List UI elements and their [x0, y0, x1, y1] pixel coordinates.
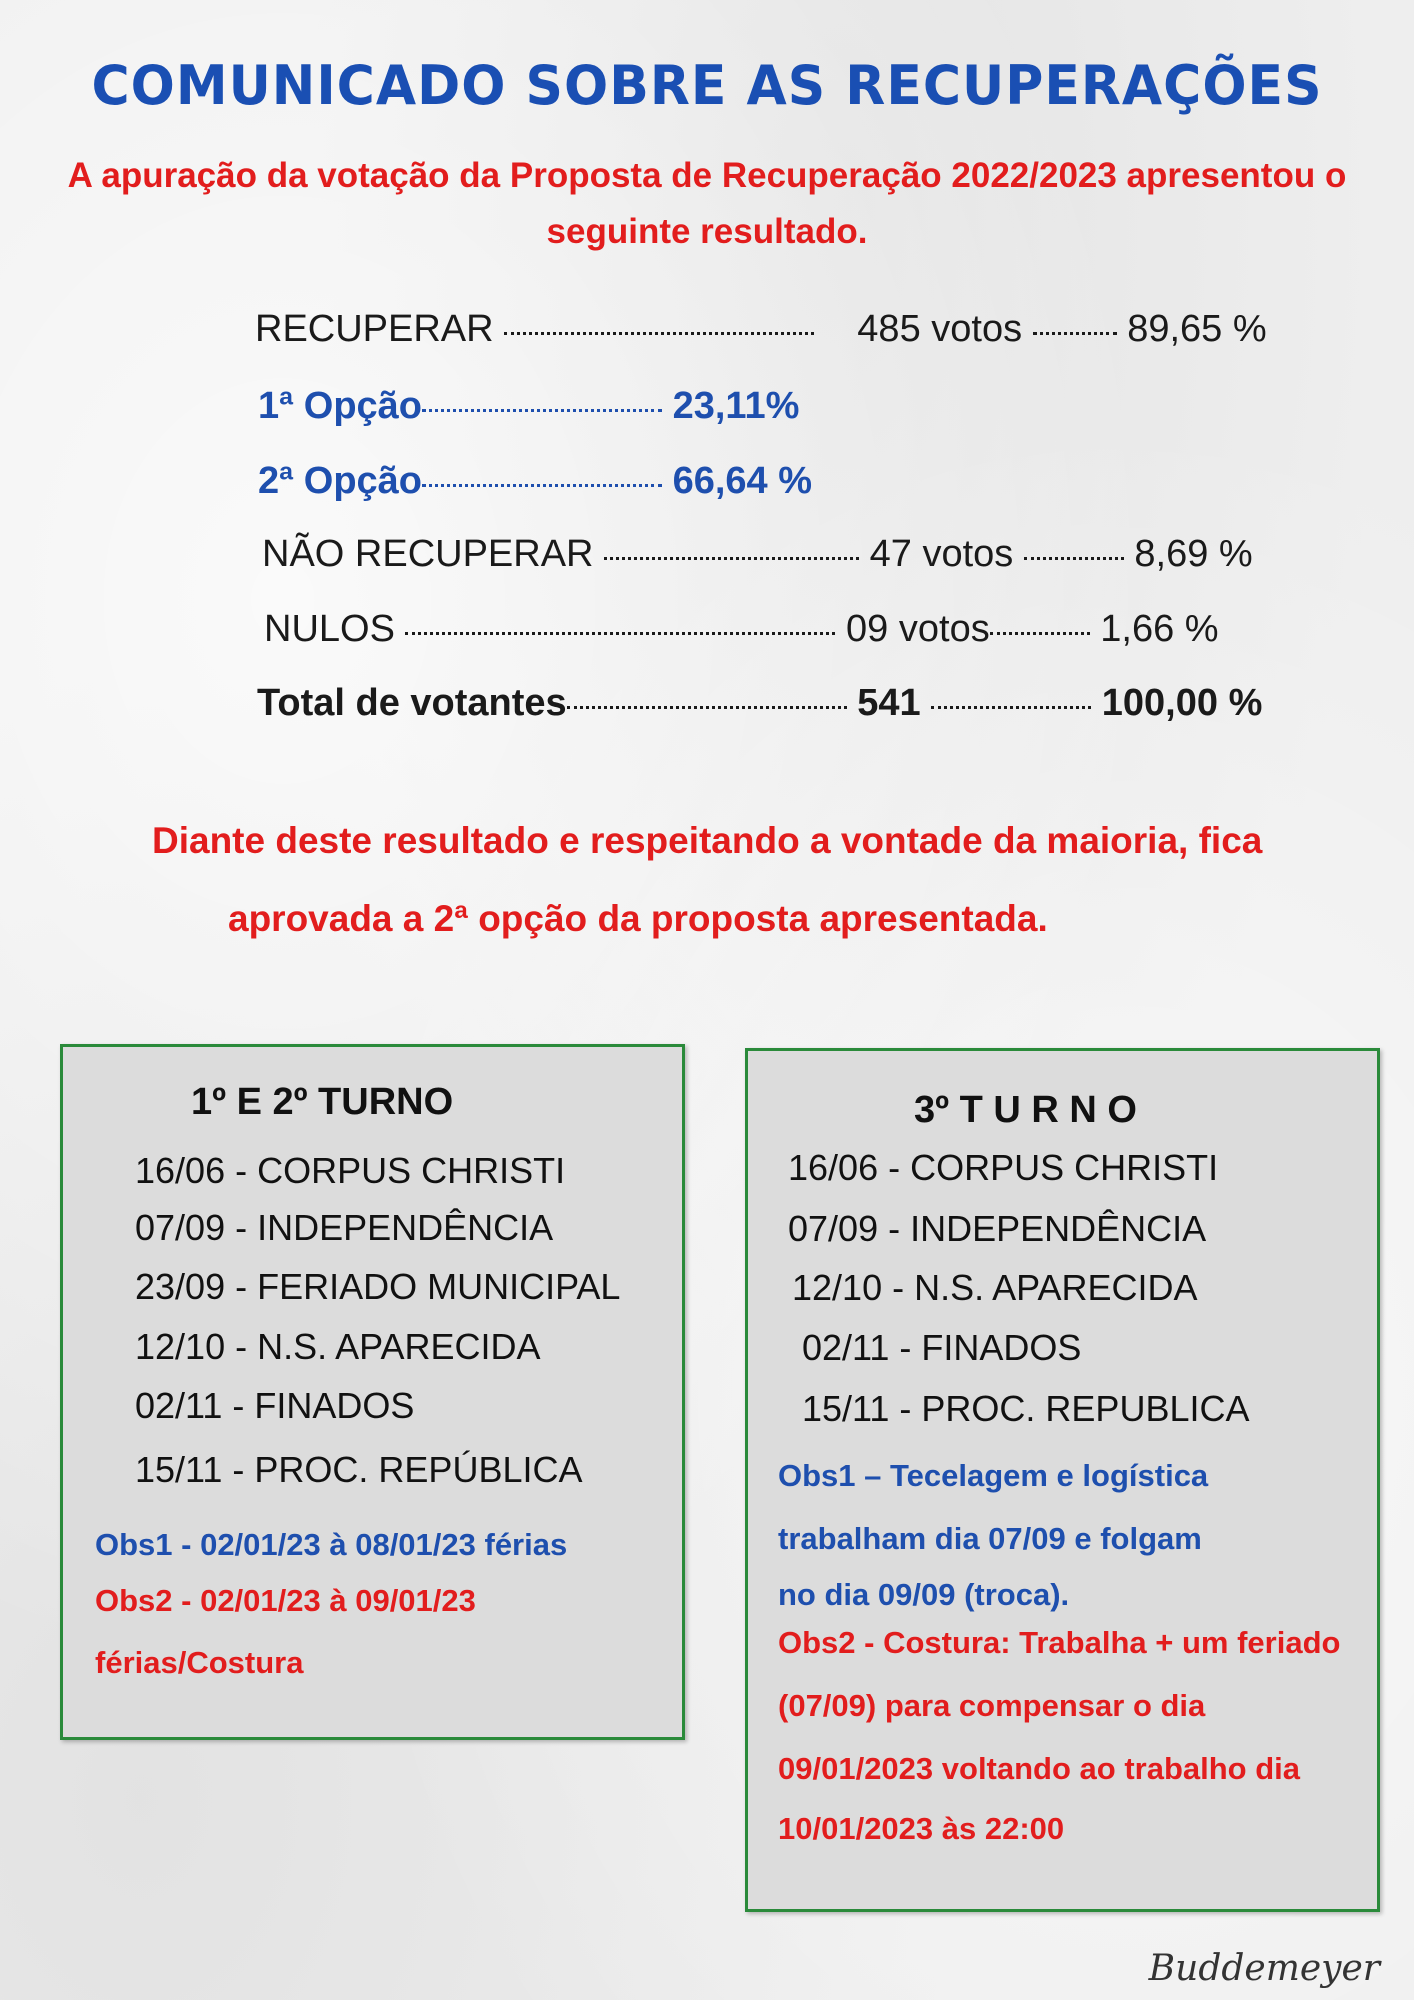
decision-line-2: aprovada a 2ª opção da proposta apresentada. [228, 898, 1048, 939]
dot-leader [567, 706, 847, 709]
box-title: 1º E 2º TURNO [191, 1081, 454, 1123]
result-row-opcao-1 [258, 385, 799, 428]
result-percent: 8,69 % [1134, 533, 1253, 575]
obs-2-line-4: 10/01/2023 às 22:00 [778, 1811, 1065, 1846]
dot-leader [931, 706, 1091, 709]
result-votes: 47 votos [869, 533, 1014, 575]
holiday-item: 07/09 - INDEPENDÊNCIA [788, 1208, 1207, 1249]
dot-leader [604, 557, 859, 560]
holiday-item: 07/09 - INDEPENDÊNCIA [135, 1207, 554, 1248]
holiday-item: 12/10 - N.S. APARECIDA [135, 1326, 541, 1367]
obs-2-line-3: 09/01/2023 voltando ao trabalho dia [778, 1751, 1301, 1786]
dot-leader [1033, 332, 1117, 335]
holiday-item: 02/11 - FINADOS [802, 1327, 1082, 1368]
result-votes: 541 [857, 682, 921, 724]
obs-1-line-1: Obs1 – Tecelagem e logística [778, 1458, 1209, 1493]
obs-1-line-3: no dia 09/09 (troca). [778, 1577, 1070, 1612]
result-percent: 23,11% [672, 385, 800, 427]
result-percent: 100,00 % [1101, 682, 1263, 724]
intro-text [0, 148, 1414, 260]
holiday-item: 16/06 - CORPUS CHRISTI [135, 1150, 566, 1191]
obs-1-line-2: trabalham dia 07/09 e folgam [778, 1521, 1202, 1556]
result-percent: 89,65 % [1127, 308, 1267, 350]
box-turno-3 [745, 1048, 1380, 1912]
holiday-item: 12/10 - N.S. APARECIDA [792, 1267, 1198, 1308]
page-title: COMUNICADO SOBRE AS RECUPERAÇÕES [91, 54, 1323, 118]
dot-leader [422, 409, 662, 412]
obs-2-line-2: (07/09) para compensar o dia [778, 1688, 1206, 1723]
dot-leader [504, 332, 814, 335]
result-label: RECUPERAR [255, 308, 494, 350]
holiday-item: 15/11 - PROC. REPÚBLICA [135, 1449, 583, 1490]
result-label: Total de votantes [257, 682, 567, 724]
box-turno-1-2 [60, 1044, 685, 1740]
obs-1: Obs1 - 02/01/23 à 08/01/23 férias [95, 1527, 568, 1562]
holiday-item: 15/11 - PROC. REPUBLICA [802, 1388, 1250, 1429]
result-votes: 485 votos [857, 308, 1023, 350]
result-label: NÃO RECUPERAR [262, 533, 594, 575]
holiday-item: 23/09 - FERIADO MUNICIPAL [135, 1266, 621, 1307]
intro-line-2: seguinte resultado. [546, 212, 868, 251]
result-label: 1ª Opção [258, 385, 423, 427]
dot-leader [990, 632, 1090, 635]
result-row-nulos [264, 608, 1219, 651]
dot-leader [422, 484, 662, 487]
brand-logo-text: Buddemeyer [1148, 1948, 1380, 1989]
result-label: 2ª Opção [258, 460, 423, 502]
obs-2-line-2: férias/Costura [95, 1645, 304, 1680]
obs-2-line-1: Obs2 - Costura: Trabalha + um feriado [778, 1625, 1341, 1660]
result-row-opcao-2 [258, 460, 812, 503]
result-label: NULOS [264, 608, 395, 650]
decision-line-1: Diante deste resultado e respeitando a vontade da maioria, fica [152, 820, 1263, 861]
box-title: 3º T U R N O [914, 1089, 1137, 1131]
result-percent: 1,66 % [1100, 608, 1219, 650]
result-row-recuperar [255, 308, 1267, 351]
dot-leader [1024, 557, 1124, 560]
intro-line-1: A apuração da votação da Proposta de Recuperação 2022/2023 apresentou o [67, 156, 1347, 195]
result-row-total [257, 682, 1262, 725]
holiday-item: 16/06 - CORPUS CHRISTI [788, 1147, 1219, 1188]
result-votes: 09 votos [846, 608, 990, 650]
result-row-nao-recuperar [262, 533, 1253, 576]
obs-2-line-1: Obs2 - 02/01/23 à 09/01/23 [95, 1583, 476, 1618]
result-percent: 66,64 % [672, 460, 813, 502]
dot-leader [405, 632, 835, 635]
holiday-item: 02/11 - FINADOS [135, 1385, 415, 1426]
